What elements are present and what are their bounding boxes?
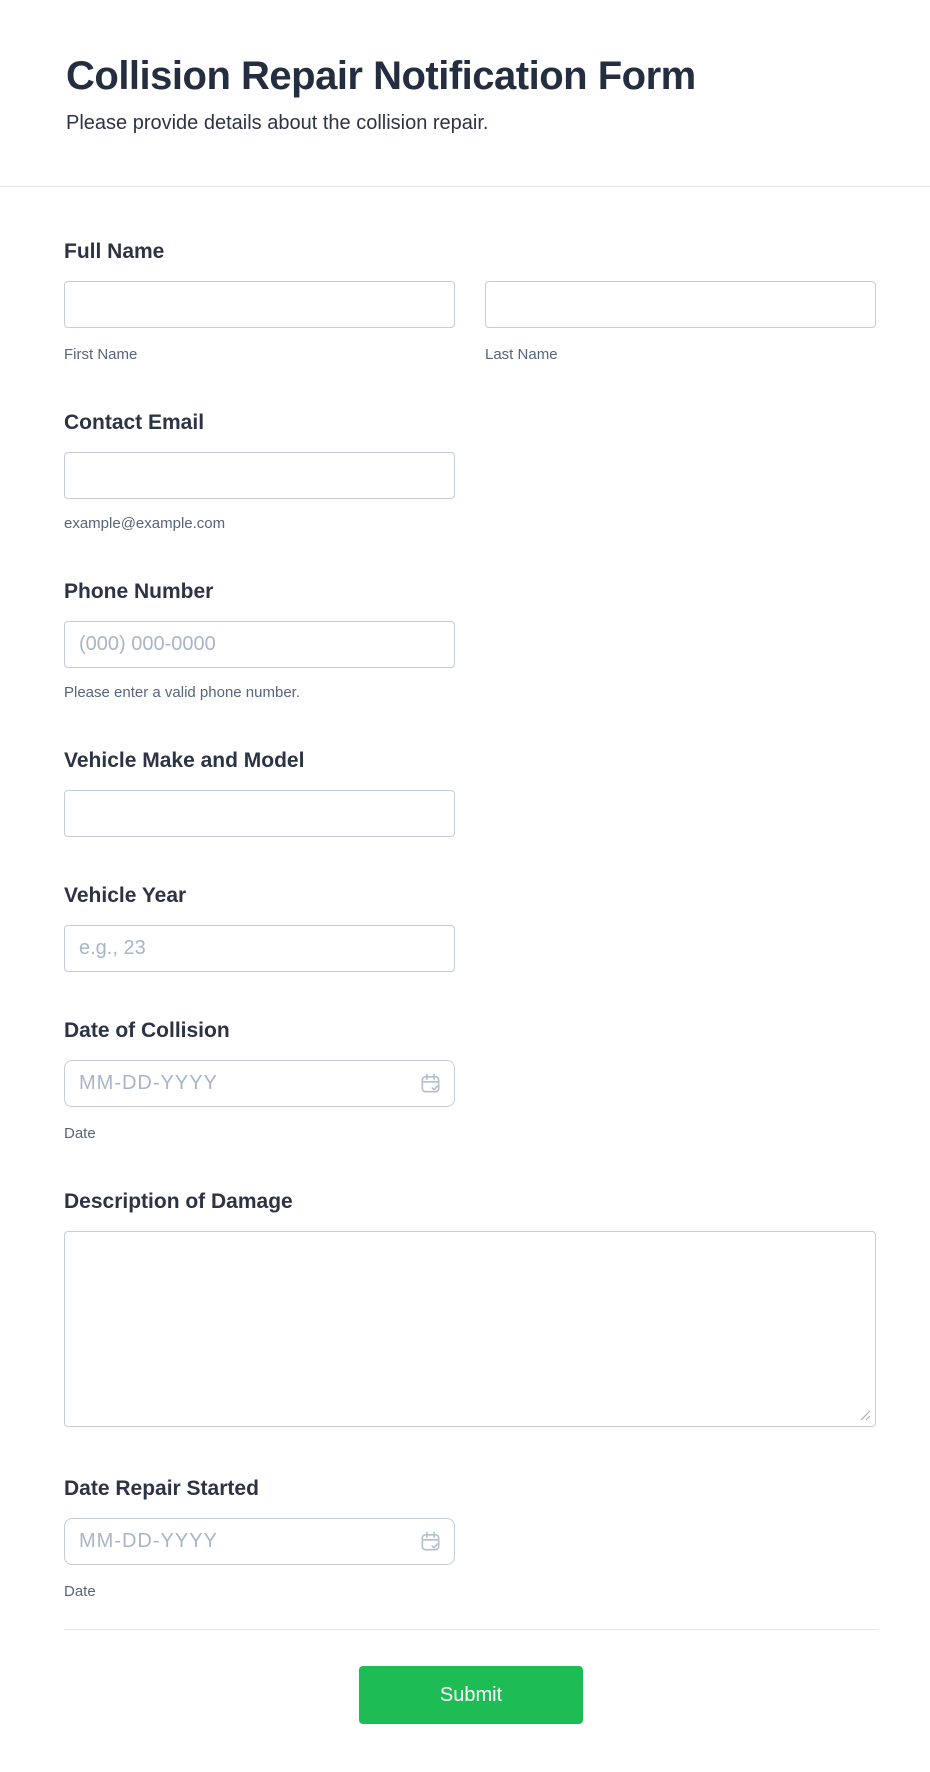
vehicle-year-input[interactable]: [64, 925, 455, 972]
last-name-input[interactable]: [485, 281, 876, 328]
description-of-damage-textarea[interactable]: [64, 1231, 876, 1427]
vehicle-make-model-label: Vehicle Make and Model: [64, 749, 305, 772]
field-description-of-damage: [64, 1189, 878, 1427]
phone-number-input[interactable]: [64, 621, 455, 668]
date-of-collision-label: Date of Collision: [64, 1019, 230, 1042]
vehicle-year-label: Vehicle Year: [64, 884, 187, 907]
submit-button[interactable]: Submit: [359, 1666, 583, 1724]
description-of-damage-label: Description of Damage: [64, 1190, 293, 1213]
calendar-icon[interactable]: [419, 1072, 442, 1095]
field-vehicle-make-model: [64, 748, 878, 837]
date-of-collision-input[interactable]: [64, 1060, 455, 1107]
field-vehicle-year: [64, 883, 878, 972]
form-header: [0, 0, 930, 187]
first-name-sublabel: First Name: [64, 346, 138, 363]
form-footer: [64, 1629, 878, 1724]
resize-handle-icon[interactable]: [859, 1409, 871, 1421]
field-phone-number: [64, 579, 878, 702]
contact-email-hint: example@example.com: [64, 515, 226, 532]
last-name-sublabel: Last Name: [485, 346, 558, 363]
phone-number-label: Phone Number: [64, 580, 214, 603]
calendar-icon[interactable]: [419, 1530, 442, 1553]
date-of-collision-sublabel: Date: [64, 1125, 96, 1142]
date-repair-started-sublabel: Date: [64, 1583, 96, 1600]
field-contact-email: [64, 410, 878, 533]
full-name-label: Full Name: [64, 240, 165, 263]
field-date-of-collision: [64, 1018, 878, 1143]
form-body: [0, 239, 930, 1724]
date-repair-started-input[interactable]: [64, 1518, 455, 1565]
first-name-input[interactable]: [64, 281, 455, 328]
page-title: Collision Repair Notification Form: [66, 54, 696, 98]
date-repair-started-label: Date Repair Started: [64, 1477, 259, 1500]
contact-email-input[interactable]: [64, 452, 455, 499]
field-date-repair-started: [64, 1476, 878, 1601]
phone-number-hint: Please enter a valid phone number.: [64, 684, 300, 701]
field-full-name: [64, 239, 878, 364]
contact-email-label: Contact Email: [64, 411, 205, 434]
vehicle-make-model-input[interactable]: [64, 790, 455, 837]
page-subtitle: Please provide details about the collision repair.: [66, 112, 489, 134]
